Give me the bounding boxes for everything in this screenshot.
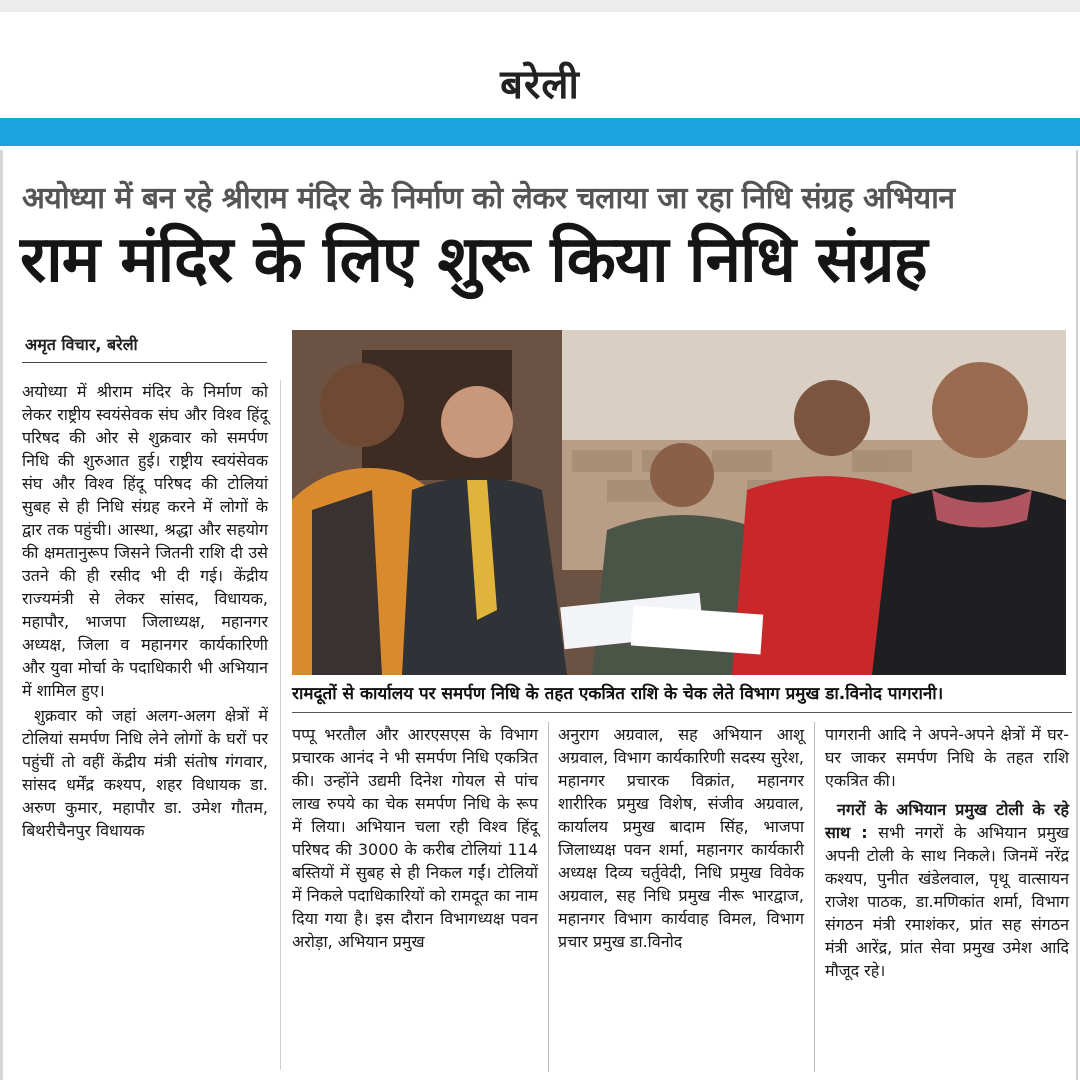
column-4-paragraph-1: पागरानी आदि ने अपने-अपने क्षेत्रों में घर-घर जाकर समर्पण निधि के तहत राशि एकत्रित की। bbox=[825, 725, 1069, 790]
byline-rule bbox=[22, 362, 267, 363]
right-edge-rule bbox=[1076, 150, 1078, 1080]
column-divider-2 bbox=[548, 722, 549, 1072]
section-title: बरेली bbox=[500, 62, 580, 108]
article-column-1 bbox=[22, 380, 268, 842]
section-band bbox=[0, 118, 1080, 146]
article-column-2 bbox=[292, 723, 538, 953]
column-1-paragraph-2: शुक्रवार को जहां अलग-अलग क्षेत्रों में टोलियां समर्पण निधि लेने लोगों के घरों पर पहुंचीं तो वहीं केंद्रीय मंत्री संतोष गंगवार, सांसद धर्मेंद्र कश्यप, शहर विधायक डा. अरुण कुमार, महापौर डा. उमेश गौतम, बिथरीचैनपुर विधायक bbox=[22, 706, 268, 840]
main-headline: राम मंदिर के लिए शुरू किया निधि संग्रह bbox=[20, 223, 927, 297]
column-divider-1 bbox=[280, 380, 281, 1070]
article-column-4 bbox=[825, 723, 1069, 982]
byline: अमृत विचार, बरेली bbox=[25, 335, 138, 354]
column-divider-3 bbox=[814, 722, 815, 1072]
left-edge-rule bbox=[0, 150, 3, 1080]
kicker-headline: अयोध्या में बन रहे श्रीराम मंदिर के निर्माण को लेकर चलाया जा रहा निधि संग्रह अभियान bbox=[22, 181, 955, 216]
column-2-paragraph: पप्पू भरतौल और आरएसएस के विभाग प्रचारक आनंद ने भी समर्पण निधि एकत्रित की। उन्होंने उद्यमी दिनेश गोयल से पांच लाख रुपये का चेक समर्पण निधि के रूप में लिया। अभियान चला रही विश्व हिंदू परिषद की 3000 के करीब टोलियां 114 बस्तियों में सुबह से ही निकल गईं। टोलियों में निकले पदाधिकारियों को रामदूत का नाम दिया गया है। इस दौरान विभागध्यक्ष पवन अरोड़ा, अभियान प्रमुख bbox=[292, 725, 538, 951]
column-4-paragraph-2 bbox=[825, 798, 1069, 982]
article-column-3 bbox=[558, 723, 804, 953]
top-margin bbox=[0, 0, 1080, 12]
caption-rule bbox=[292, 712, 1072, 713]
column-1-paragraph-1: अयोध्या में श्रीराम मंदिर के निर्माण को लेकर राष्ट्रीय स्वयंसेवक संघ और विश्व हिंदू परिषद की ओर से शुक्रवार को समर्पण निधि की शुरुआत हुई। राष्ट्रीय स्वयंसेवक संघ और विश्व हिंदू परिषद की टोलियां सुबह से ही निधि संग्रह करने में लोगों के द्वार तक पहुंची। आस्था, श्रद्धा और सहयोग की क्षमतानुरूप जिसने जितनी राशि दी उसे उतने की ही रसीद भी दी गई। केंद्रीय राज्यमंत्री से लेकर सांसद, विधायक, महापौर, भाजपा जिलाध्यक्ष, महानगर अध्यक्ष, जिला व महानगर कार्यकारिणी और युवा मोर्चा के पदाधिकारी भी अभियान में शामिल हुए। bbox=[22, 382, 268, 700]
column-4-subheading-text: सभी नगरों के अभियान प्रमुख अपनी टोली के साथ निकले। जिनमें नरेंद्र कश्यप, पुनीत खंडेलवाल, पृथू वात्सायन राजेश पाठक, डा.मणिकांत शर्मा, विभाग संगठन मंत्री रमाशंकर, प्रांत सह संगठन मंत्री आरेंद्र, प्रांत सेवा प्रमुख उमेश आदि मौजूद रहे। bbox=[825, 823, 1069, 980]
column-4-subheading: नगरों के अभियान प्रमुख टोली के रहे साथ : bbox=[825, 800, 1069, 842]
photo-illustration bbox=[292, 330, 1066, 675]
news-photo bbox=[292, 330, 1066, 675]
column-3-paragraph: अनुराग अग्रवाल, सह अभियान आशू अग्रवाल, विभाग कार्यकारिणी सदस्य सुरेश, महानगर प्रचारक विक्रांत, महानगर शारीरिक प्रमुख विशेष, संजीव अग्रवाल, कार्यालय प्रमुख बादाम सिंह, भाजपा जिलाध्यक्ष पवन शर्मा, महानगर कार्यकारी अध्यक्ष दिव्य चर्तुवेदी, निधि प्रमुख विवेक अग्रवाल, सह निधि प्रमुख नीरू भारद्वाज, महानगर विभाग कार्यवाह विमल, विभाग प्रचार प्रमुख डा.विनोद bbox=[558, 725, 804, 951]
photo-caption: रामदूतों से कार्यालय पर समर्पण निधि के तहत एकत्रित राशि के चेक लेते विभाग प्रमुख डा.विनोद पागरानी। bbox=[292, 684, 944, 704]
